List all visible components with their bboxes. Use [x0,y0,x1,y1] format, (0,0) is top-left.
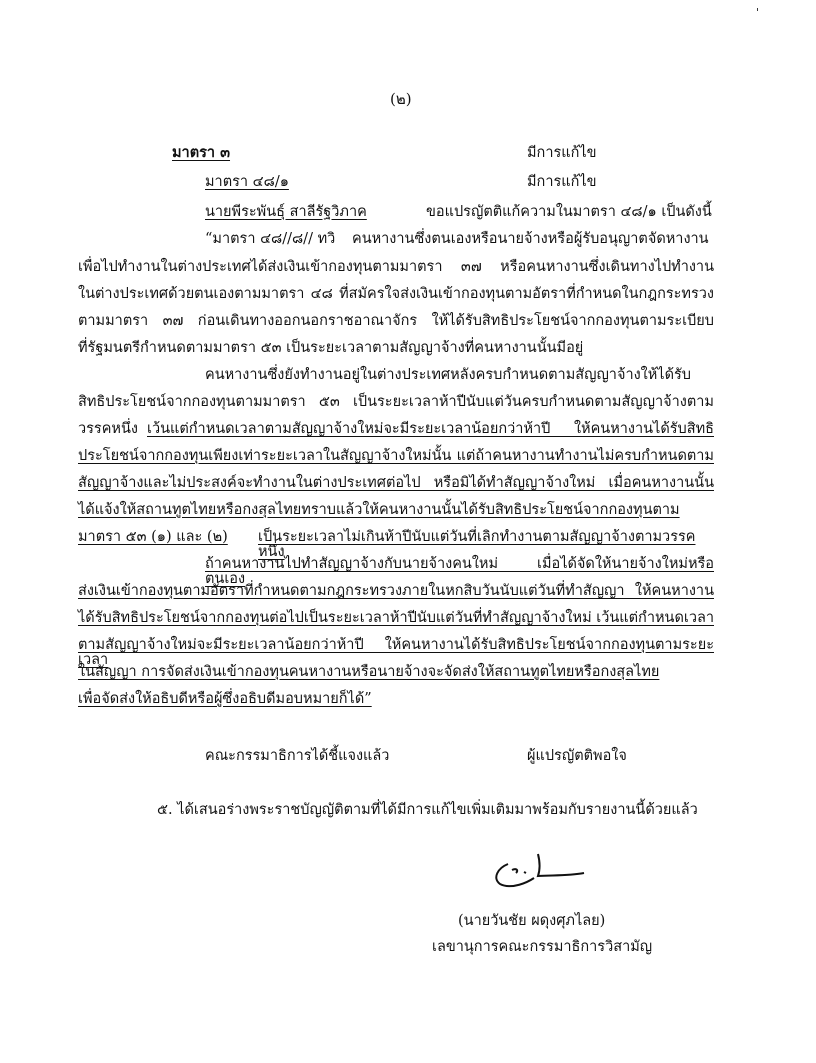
p2-line-5: สัญญาจ้างและไม่ประสงค์จะทำงานในต่างประเทศต่อไป หรือมิได้ทำสัญญาจ้างใหม่ เมื่อคนหางานนั้น [78,475,714,491]
p1-line-4: ตามมาตรา ๓๗ ก่อนเดินทางออกนอกราชอาณาจักร ให้ได้รับสิทธิประโยชน์จากกองทุนตามระเบียบ [78,313,714,329]
section-status: มีการแก้ไข [527,145,597,161]
p1-line-3: ในต่างประเทศด้วยตนเองตามมาตรา ๔๘ ที่สมัครใจส่งเงินเข้ากองทุนตามอัตราที่กำหนดในกฎกระทรวง [78,286,714,302]
committee-note: คณะกรรมาธิการได้ชี้แจงแล้ว [205,748,390,764]
p2-line-4: ประโยชน์จากกองทุนเพียงเท่าระยะเวลาในสัญญาจ้างใหม่นั้น แต่ถ้าคนหางานทำงานไม่ครบกำหนดตาม [78,448,714,464]
page-number: (๒) [390,90,412,108]
p2-line-2: สิทธิประโยชน์จากกองทุนตามมาตรา ๕๓ เป็นระยะเวลาห้าปีนับแต่วันครบกำหนดตามสัญญาจ้างตาม [78,394,714,410]
p2-line-7-rest: เป็นระยะเวลาไม่เกินห้าปีนับแต่วันที่เลิกทำงานตามสัญญาจ้างตามวรรคหนึ่ง [258,529,696,560]
p1-line-1: คนหางานซึ่งตนเองหรือนายจ้างหรือผู้รับอนุญาตจัดหางาน [352,231,709,247]
amend-member: นายพีระพันธุ์ สาลีรัฐวิภาค [205,204,367,220]
p3-line-5: ในสัญญา การจัดส่งเงินเข้ากองทุนคนหางานหรือนายจ้างจะจัดส่งให้สถานทูตไทยหรือกงสุลไทย [78,664,660,680]
p2-line-7-start: มาตรา ๕๓ (๑) และ (๒) [78,529,228,545]
signer-name: (นายวันชัย ผดุงศุภไลย) [458,913,606,929]
p3-line-1: ถ้าคนหางานไปทำสัญญาจ้างกับนายจ้างคนใหม่ เมื่อได้จัดให้นายจ้างใหม่หรือตนเอง [205,556,714,587]
p3-line-2: ส่งเงินเข้ากองทุนตามอัตราที่กำหนดตามกฎกระทรวงภายในหกสิบวันนับแต่วันที่ทำสัญญา ให้คนหางาน [78,583,714,599]
signer-title: เลขานุการคณะกรรมาธิการวิสามัญ [432,939,653,955]
item-5: ๕. ได้เสนอร่างพระราชบัญญัติตามที่ได้มีการแก้ไขเพิ่มเติมมาพร้อมกับรายงานนี้ด้วยแล้ว [157,802,698,818]
quote-head: “มาตรา ๔๘//๘// ทวิ [205,231,336,247]
section-label: มาตรา ๓ [172,144,231,161]
p2-line-3-start: วรรคหนึ่ง [78,421,138,437]
handwritten-signature [488,848,588,890]
p1-line-2: เพื่อไปทำงานในต่างประเทศได้ส่งเงินเข้ากองทุนตามมาตรา ๓๗ หรือคนหางานซึ่งเดินทางไปทำงาน [78,259,714,275]
p3-line-3: ได้รับสิทธิประโยชน์จากกองทุนต่อไปเป็นระยะเวลาห้าปีนับแต่วันที่ทำสัญญาจ้างใหม่ เว้นแต่กำหนดเวลา [78,610,714,626]
proposer-note: ผู้แปรญัตติพอใจ [527,748,627,764]
sub-section-label: มาตรา ๔๘/๑ [205,174,289,190]
sub-section-status: มีการแก้ไข [527,174,597,190]
p3-line-4: ตามสัญญาจ้างใหม่จะมีระยะเวลาน้อยกว่าห้าปี ให้คนหางานได้รับสิทธิประโยชน์จากกองทุนตามระยะเวลา [78,637,714,668]
amend-intro: ขอแปรญัตติแก้ความในมาตรา ๔๘/๑ เป็นดังนี้ [426,204,712,220]
p3-line-6: เพื่อจัดส่งให้อธิบดีหรือผู้ซึ่งอธิบดีมอบหมายก็ได้” [78,691,372,707]
scan-corner-mark: ' [756,6,760,19]
p1-line-5: ที่รัฐมนตรีกำหนดตามมาตรา ๕๓ เป็นระยะเวลาตามสัญญาจ้างที่คนหางานนั้นมีอยู่ [78,340,584,356]
p2-line-6: ได้แจ้งให้สถานทูตไทยหรือกงสุลไทยทราบแล้วให้คนหางานนั้นได้รับสิทธิประโยชน์จากกองทุนตาม [78,502,680,518]
p2-line-3-rest: เว้นแต่กำหนดเวลาตามสัญญาจ้างใหม่จะมีระยะเวลาน้อยกว่าห้าปี ให้คนหางานได้รับสิทธิ [147,421,714,437]
p2-line-1: คนหางานซึ่งยังทำงานอยู่ในต่างประเทศหลังครบกำหนดตามสัญญาจ้างให้ได้รับ [205,367,692,383]
